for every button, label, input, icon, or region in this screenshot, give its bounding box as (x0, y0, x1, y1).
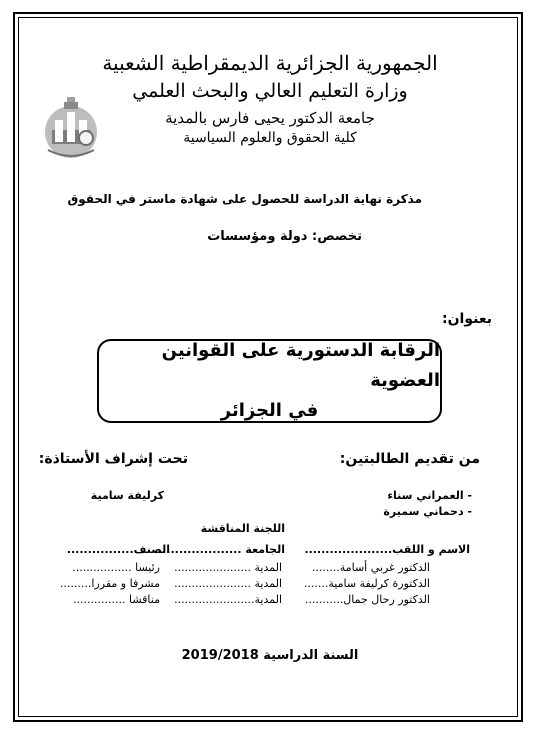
supervisor-name: كرليفة سامية (90, 489, 164, 502)
thesis-description: مذكرة نهاية الدراسة للحصول على شهادة ماستر في الحقوق (67, 192, 422, 206)
committee-header-name: الاسم و اللقب..................... (304, 543, 470, 556)
committee-member-name: الدكتورة كرليفة سامية....... (303, 577, 430, 590)
title-label: بعنوان: (442, 311, 492, 327)
faculty-heading: كلية الحقوق والعلوم السياسية (183, 130, 357, 146)
thesis-title-line-1: الرقابة الدستورية على القوانين العضوية (161, 340, 440, 391)
presenters-label: من تقديم الطالبتين: (339, 451, 480, 467)
committee-member-role: رئيسا ................. (72, 561, 160, 574)
student-name: - العمراني سناء (387, 489, 472, 502)
committee-member-role: مشرفا و مقررا......... (59, 577, 160, 590)
committee-title: اللجنة المناقشة (200, 522, 285, 535)
supervisor-label: تحت إشراف الأستاذة: (38, 451, 188, 467)
committee-member-university: المدية ...................... (174, 577, 282, 590)
academic-year: السنة الدراسية 2019/2018 (181, 648, 359, 663)
university-heading: جامعة الدكتور يحيى فارس بالمدية (165, 109, 375, 127)
committee-member-university: المدية ...................... (174, 561, 282, 574)
university-logo-icon (42, 96, 100, 160)
thesis-title-line-2: في الجزائر (220, 400, 319, 421)
ministry-heading: وزارة التعليم العالي والبحث العلمي (132, 80, 408, 102)
committee-member-name: الدكتور غربي أسامة........ (311, 561, 430, 574)
student-name: - دحماني سميرة (383, 505, 472, 518)
republic-heading: الجمهورية الجزائرية الديمقراطية الشعبية (102, 51, 438, 75)
committee-member-role: مناقشا ............... (73, 593, 160, 606)
committee-header-role: الصنف................ (66, 543, 170, 556)
thesis-title-box (97, 339, 442, 423)
committee-header-university: الجامعة ..................... (153, 543, 285, 556)
specialization: تخصص: دولة ومؤسسات (207, 229, 362, 244)
committee-member-name: الدكتور رحال جمال........... (304, 593, 430, 606)
committee-member-university: المدية....................... (174, 593, 282, 606)
